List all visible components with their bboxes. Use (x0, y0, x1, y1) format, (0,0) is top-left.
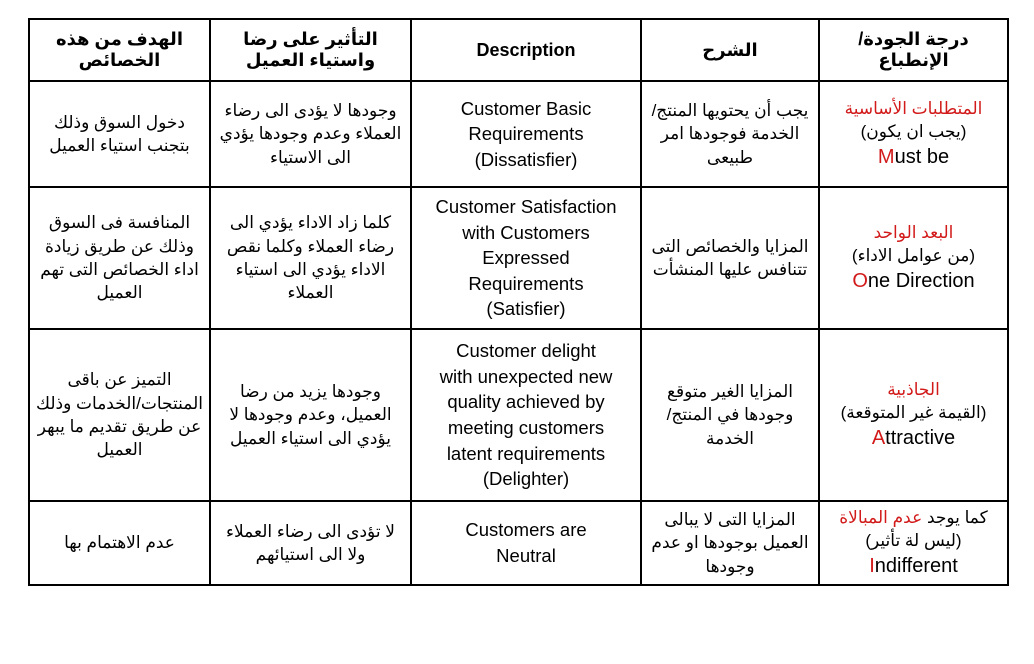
header-description: Description (411, 19, 641, 81)
grade-title-line (826, 221, 1001, 244)
description-line: with unexpected new (439, 365, 613, 387)
grade-subtitle: (ليس لة تأثير) (865, 531, 962, 551)
impact-cell: لا تؤدى الى رضاء العملاء ولا الى استيائهم (210, 501, 411, 585)
header-impact: التأثير على رضا واستياء العميل (210, 19, 411, 81)
grade-rest: ne Direction (867, 269, 975, 292)
impact-cell: وجودها يزيد من رضا العميل، وعدم وجودها لا يؤدي الى استياء العميل (210, 329, 411, 501)
grade-english (872, 425, 955, 453)
grade-subtitle: (من عوامل الاداء) (851, 246, 976, 266)
grade-rest: ndifferent (874, 554, 958, 577)
description-line: (Dissatisfier) (474, 148, 578, 170)
grade-letter: M (877, 145, 895, 168)
grade-title-line (826, 97, 1001, 120)
table-row (29, 329, 1008, 501)
header-explanation: الشرح (641, 19, 819, 81)
grade-prefix: كما يوجد (922, 507, 988, 527)
table-row (29, 187, 1008, 329)
grade-rest: ust be (894, 145, 950, 168)
goal-cell: دخول السوق وذلك بتجنب استياء العميل (29, 81, 210, 187)
goal-cell: التميز عن باقى المنتجات/الخدمات وذلك عن طريق تقديم ما يبهر العميل (29, 329, 210, 501)
description-line: Customer Basic (460, 97, 592, 119)
grade-english (878, 144, 949, 172)
grade-letter: A (871, 426, 886, 449)
explanation-cell: المزايا التى لا يبالى العميل بوجودها او عدم وجودها (641, 501, 819, 585)
grade-title-line (826, 378, 1001, 401)
description-line: Customer delight (456, 340, 596, 362)
impact-cell: وجودها لا يؤدى الى رضاء العملاء وعدم وجودها يؤدي الى الاستياء (210, 81, 411, 187)
goal-cell: المنافسة فى السوق وذلك عن طريق زيادة اداء الخصائص التى تهم العميل (29, 187, 210, 329)
explanation-cell: يجب أن يحتويها المنتج/الخدمة فوجودها امر طبيعى (641, 81, 819, 187)
grade-cell (819, 329, 1008, 501)
description-line: Customers are (465, 519, 587, 541)
explanation-cell: المزايا الغير متوقع وجودها في المنتج/الخدمة (641, 329, 819, 501)
grade-letter: O (852, 269, 868, 292)
description-cell (411, 187, 641, 329)
grade-subtitle: (يجب ان يكون) (860, 122, 967, 142)
grade-english (852, 268, 974, 296)
grade-subtitle: (القيمة غير المتوقعة) (840, 403, 987, 423)
description-line: Expressed (482, 247, 570, 269)
grade-cell (819, 501, 1008, 585)
description-line: meeting customers (447, 417, 605, 438)
grade-title: عدم المبالاة (839, 507, 923, 527)
description-cell (411, 329, 641, 501)
grade-title: البعد الواحد (873, 222, 954, 242)
header-row (29, 19, 1008, 81)
table-row (29, 81, 1008, 187)
description-line: with Customers (462, 221, 590, 243)
description-line: (Satisfier) (486, 298, 566, 320)
grade-rest: ttractive (885, 426, 956, 449)
grade-cell (819, 187, 1008, 329)
description-line: Customer Satisfaction (435, 196, 617, 218)
header-grade: درجة الجودة/الإنطباع (819, 19, 1008, 81)
table-row (29, 501, 1008, 585)
header-goal: الهدف من هذه الخصائص (29, 19, 210, 81)
grade-title: المتطلبات الأساسية (844, 98, 983, 118)
goal-cell: عدم الاهتمام بها (29, 501, 210, 585)
description-line: Requirements (468, 272, 584, 294)
explanation-cell: المزايا والخصائص التى تتنافس عليها المنشأت (641, 187, 819, 329)
description-line: Requirements (468, 123, 584, 145)
kano-model-table (28, 18, 1009, 586)
grade-english (869, 553, 958, 581)
description-cell (411, 81, 641, 187)
grade-cell (819, 81, 1008, 187)
description-line: latent requirements (446, 442, 606, 464)
description-line: Neutral (496, 545, 556, 566)
description-cell (411, 501, 641, 585)
grade-title: الجاذبية (887, 379, 940, 399)
description-line: quality achieved by (447, 391, 605, 413)
impact-cell: كلما زاد الاداء يؤدي الى رضاء العملاء وكلما نقص الاداء يؤدي الى استياء العملاء (210, 187, 411, 329)
grade-title-line (826, 506, 1001, 529)
grade-letter: I (869, 554, 875, 577)
description-line: (Delighter) (482, 468, 570, 490)
